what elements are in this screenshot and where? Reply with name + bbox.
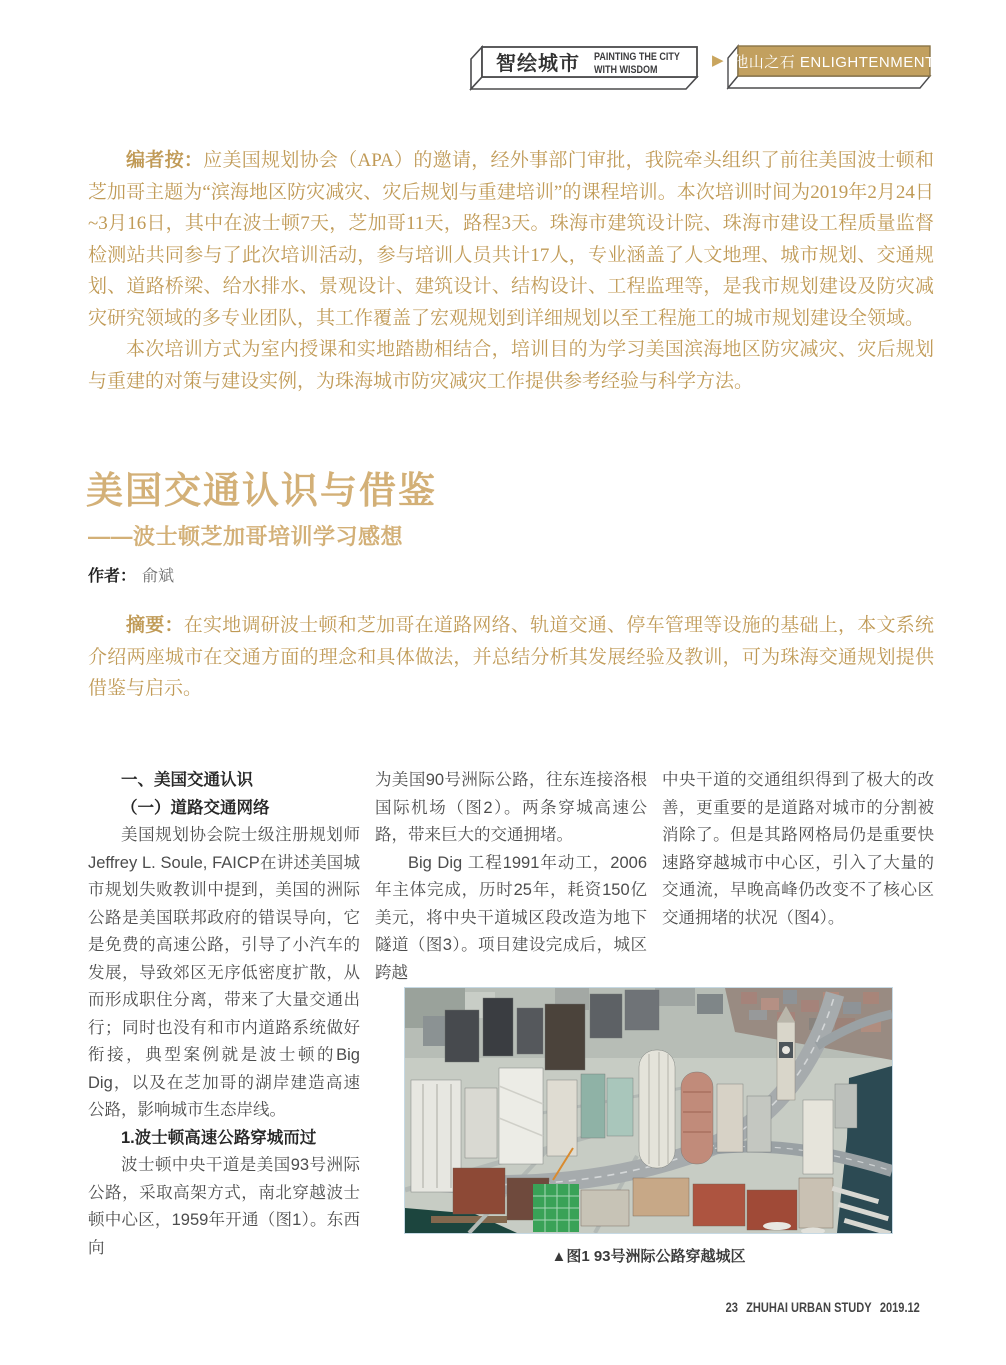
clock-tower — [777, 1006, 795, 1100]
body-column-3 — [662, 767, 934, 932]
badge-enlightenment — [726, 44, 942, 92]
badge-left-cn-label: 智绘城市 — [496, 53, 580, 75]
badge-left-en-line1: PAINTING THE CITY — [594, 51, 680, 64]
body-paragraph-continued: 为美国90号洲际公路，往东连接洛根国际机场（图2）。两条穿城高速公路，带来巨大的交通拥堵。 — [375, 771, 647, 844]
page-number: 23 — [725, 1300, 739, 1315]
article-title: 美国交通认识与借鉴 — [86, 470, 437, 511]
page-header — [468, 44, 942, 92]
abstract-paragraph — [88, 610, 934, 705]
arrow-icon: ▶ — [712, 52, 724, 69]
badge-left-en-line2: WITH WISDOM — [594, 64, 658, 77]
badge-painting-the-city — [468, 44, 710, 92]
abstract — [88, 610, 934, 705]
editor-note-label: 编者按： — [126, 150, 204, 171]
page-footer — [726, 1300, 920, 1315]
badge-right-label: 他山之石 ENLIGHTENMENT — [732, 54, 935, 71]
body-paragraph-continued: 中央干道的交通组织得到了极大的改善，更重要的是道路对城市的分割被消除了。但是其路网格局仍是重要快速路穿越城市中心区，引入了大量的交通流，早晚高峰仍改变不了核心区交通拥堵的状况（图4）。 — [662, 771, 934, 927]
body-column-2 — [375, 767, 647, 987]
section-heading-2: （一）道路交通网络 — [121, 798, 270, 817]
figure1 — [404, 987, 893, 1266]
body-column-1 — [88, 767, 360, 1262]
abstract-text: 在实地调研波士顿和芝加哥在道路网络、轨道交通、停车管理等设施的基础上，本文系统介绍两座城市在交通方面的理念和具体做法，并总结分析其发展经验及教训，可为珠海交通规划提供借鉴与启示。 — [88, 615, 934, 699]
issue-date: 2019.12 — [879, 1300, 920, 1315]
body-paragraph: Big Dig 工程1991年动工，2006年主体完成，历时25年，耗资150亿美元，将中央干道城区段改造为地下隧道（图3）。项目建设完成后，城区跨越 — [375, 853, 647, 982]
editor-note — [88, 145, 934, 397]
section-heading-3: 1.波士顿高速公路穿城而过 — [121, 1128, 317, 1147]
author-line — [88, 563, 174, 586]
editor-note-text-1: 应美国规划协会（APA）的邀请，经外事部门审批，我院牵头组织了前往美国波士顿和芝加哥主题为“滨海地区防灾减灾、灾后规划与重建培训”的课程培训。本次培训时间为2019年2月24日~3月16日，其中在波士顿7天，芝加哥11天，路程3天。珠海市建筑设计院、珠海市建设工程质量监督检测站共同参与了此次培训活动，参与培训人员共计17人，专业涵盖了人文地理、城市规划、交通规划、道路桥梁、给水排水、景观设计、建筑设计、结构设计、工程监理等，是我市规划建设及防灾减灾研究领域的多专业团队，其工作覆盖了宏观规划到详细规划以至工程施工的城市规划建设全领域。 — [88, 150, 934, 329]
body-paragraph: 波士顿中央干道是美国93号洲际公路，采取高架方式，南北穿越波士顿中心区，1959年开通（图1）。东西向 — [88, 1156, 360, 1257]
section-heading-1: 一、美国交通认识 — [121, 771, 253, 789]
figure1-caption: ▲图1 93号洲际公路穿越城区 — [551, 1248, 746, 1265]
editor-note-paragraph-2: 本次培训方式为室内授课和实地踏勘相结合，培训目的为学习美国滨海地区防灾减灾、灾后规划与重建的对策与建设实例，为珠海城市防灾减灾工作提供参考经验与科学方法。 — [88, 339, 934, 392]
author-label: 作者： — [88, 568, 137, 585]
article-subtitle: ——波士顿芝加哥培训学习感想 — [88, 524, 404, 549]
body-paragraph: 美国规划协会院士级注册规划师Jeffrey L. Soule, FAICP在讲述美国城市规划失败教训中提到，美国的洲际公路是美国联邦政府的错误导向，它是免费的高速公路，引导了小汽车的发展，导致郊区无序低密度扩散，从而形成职住分离，带来了大量交通出行；同时也没有和市内道路系统做好衔接，典型案例就是波士顿的Big Dig，以及在芝加哥的湖岸建造高速公路，影响城市生态岸线。 — [88, 826, 360, 1119]
author-name: 俞斌 — [142, 568, 175, 585]
abstract-label: 摘要： — [126, 615, 184, 636]
editor-note-paragraph-1 — [88, 145, 934, 334]
journal-name: ZHUHAI URBAN STUDY — [746, 1300, 872, 1315]
figure1-photo — [404, 987, 893, 1234]
